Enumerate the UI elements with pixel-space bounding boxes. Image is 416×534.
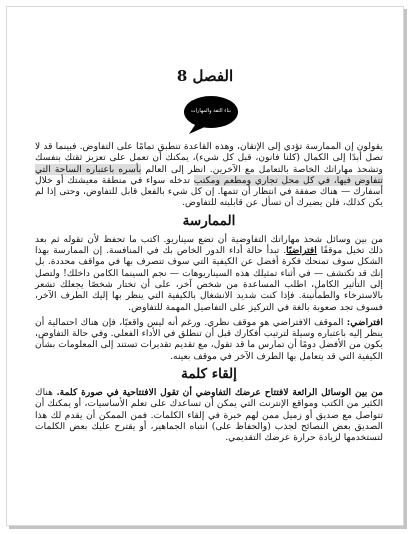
speech-bubble-label: بناء الثقة والمهارات: [190, 108, 232, 114]
speech-bubble-icon: [183, 95, 239, 135]
document-page: [6, 6, 404, 526]
intro-text-b: تدخله سواء في منطقة معيشتك أو خلال أسفارك — هناك صفقة في انتظار أن تتمها. إن كل شيء بالفعل قابل للتفاوض، وحتى إذا لم يكن كذلك، فلن يضيرك أن تسأل عن قابليته للتفاوض.: [35, 174, 383, 209]
speech-heading: إلقاء كلمة: [181, 366, 237, 383]
speech-paragraph: [35, 387, 383, 443]
speech-text: هناك الكثير من الكتب ومواقع الإنترنت التي يمكن أن تساعدك على تعلم الأساسيات، أو يمكنك أن تتواصل مع صديق أو زميل ممن لهم خبرة في إلقاء الكلمات. فمن الممكن أن يقدم لك هذا الصديق بعض النصائح لجذب (والحفاظ على) انتباه الجماهير، أو يقترح عليك بعض الكلمات لتستخدمها لزيادة حرارة عرضك التقديمي.: [35, 387, 383, 444]
speech-lead-text: من بين الوسائل الرائعة لافتتاح عرضك التفاوضي أن تقول الافتتاحية في صورة كلمة.: [56, 387, 383, 399]
practice-text-b: . تبدأ حالة أداء الدور الخاص بك في المنافسة. إن الممارسة بهذا الشكل سوف تمنحك فكرة أفضل عن الكيفية التي سوف تتصرف بها في مواقف محددة. بل إنك قد تكتشف — في أثناء تمثيلك هذه السيناريوهات — نجم السينما الكامن داخلك! ولتصل إلى التأثير الكامل، اطلب المساعدة من شخص آخر، على أن تختار شخصًا يجعلك تشعر بالاسترخاء والطمأنينة. فإذا كنت شديد الانشغال بالكيفية التي ينظر بها إليك الطرف الآخر، فسوف تجد صعوبة بالغة في التركيز على التفاصيل المهمة للتفاوض.: [35, 245, 383, 313]
definition-paragraph: [35, 317, 383, 362]
intro-paragraph: [35, 141, 383, 209]
practice-heading: الممارسة: [182, 212, 236, 229]
practice-term-hypothetical: افتراضيًا: [286, 245, 317, 257]
definition-text: الموقف الافتراضي هو موقف نظري. ورغم أنه ليس واقعيًا، فإن هناك احتمالية أن ينظر إليه باعتباره وسيلة لترتيب أفكارك قبل أن تنطلق في الأداء الفعلي. وفي حالة التفاوض، يكون من الأفضل دومًا أن تمارس ما قد تقول، مع تقديم تقديرات تستند إلى المعلومات بشأن الكيفية التي قد يتعامل بها الطرف الآخر في موقف بعينه.: [35, 316, 383, 362]
intro-text-a: يقولون إن الممارسة تؤدي إلى الإتقان، وهذه القاعدة تنطبق تمامًا على التفاوض. فبينما قد لا تصل أبدًا إلى الكمال (كلنا فانون، قبل كل شيء)، يمكنك أن تعمل على تعزيز ثقتك بنفسك وتشحذ مهاراتك الخاصة بالتعامل مع الآخرين. انظر إلى العالم: [35, 141, 383, 175]
definition-label: افتراضي:: [346, 316, 383, 328]
intro-highlighted-text: بأسره باعتباره الساحة التي تتفاوض فيها، في كل محل تجاري ومطعم ومكتب: [35, 163, 383, 186]
chapter-title: الفصل 8: [176, 67, 234, 85]
document-body: [35, 141, 383, 448]
practice-paragraph: [35, 234, 383, 313]
practice-text-a: من بين وسائل شحذ مهاراتك التفاوضية أن تضع سيناريو. اكتب ما تحفظ لأن تقوله ثم بعد ذلك تخيل موقفًا: [35, 233, 384, 257]
